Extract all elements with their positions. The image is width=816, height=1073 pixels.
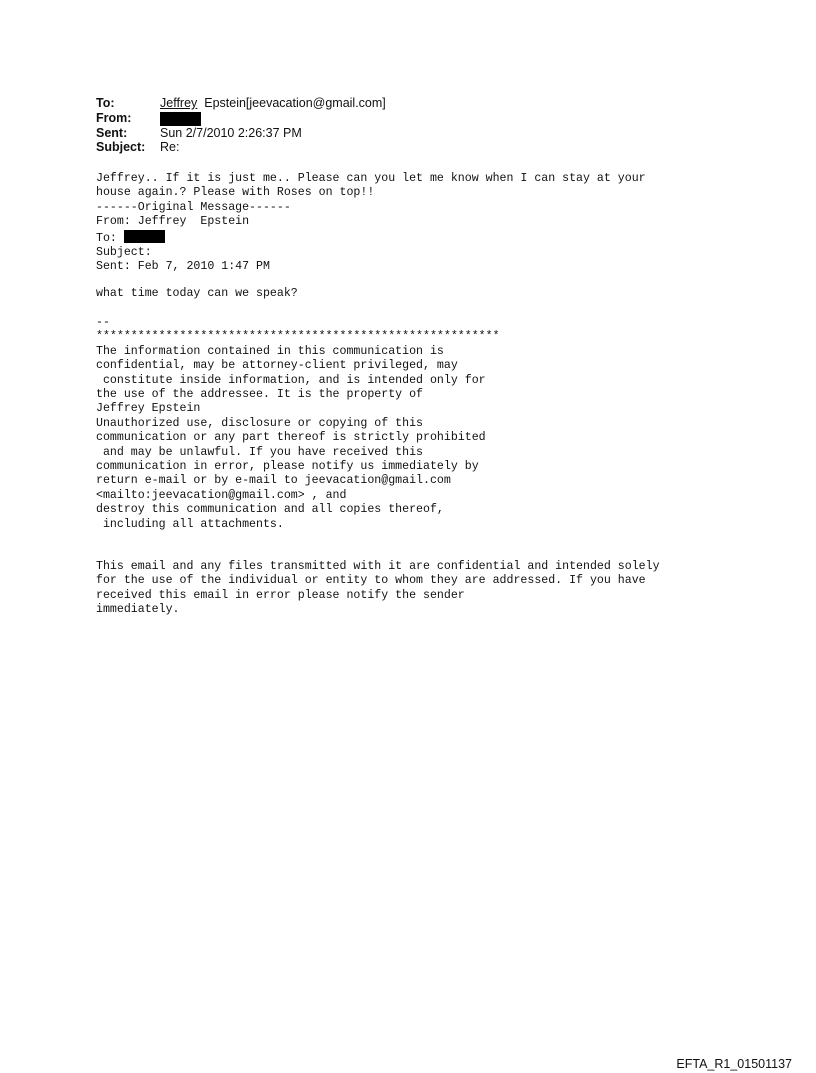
original-from: From: Jeffrey Epstein [96, 215, 250, 229]
original-subject: Subject: [96, 246, 152, 260]
disclaimer-line: Unauthorized use, disclosure or copying of this [96, 416, 423, 430]
disclaimer-line: The information contained in this communication is [96, 344, 444, 358]
disclaimer-line: constitute inside information, and is intended only for [96, 373, 486, 387]
disclaimer-line: <mailto:jeevacation@gmail.com> , and [96, 488, 347, 502]
confidentiality-line: for the use of the individual or entity to whom they are addressed. If you have [96, 574, 646, 588]
confidentiality-line: immediately. [96, 603, 180, 617]
original-question: what time today can we speak? [96, 287, 298, 300]
confidentiality-line: received this email in error please notify the sender [96, 588, 465, 602]
subject-value: Re: [160, 140, 180, 154]
reply-line: house again.? Please with Roses on top!! [96, 186, 375, 200]
disclaimer-line: Jeffrey Epstein [96, 402, 201, 416]
original-sent: Sent: Feb 7, 2010 1:47 PM [96, 260, 270, 274]
disclaimer-line: destroy this communication and all copies thereof, [96, 503, 444, 517]
to-value [160, 96, 386, 111]
stars-divider: ********************************************************** [96, 330, 500, 344]
header-sent-row [96, 126, 386, 141]
email-header [96, 96, 386, 155]
original-to-label: To: [96, 231, 124, 245]
sent-value: Sun 2/7/2010 2:26:37 PM [160, 125, 302, 140]
original-message-divider: ------Original Message------ [96, 200, 291, 214]
header-to-row [96, 96, 386, 111]
header-from-row [96, 111, 386, 126]
confidentiality-line: This email and any files transmitted with it are confidential and intended solely [96, 560, 660, 573]
disclaimer-line: return e-mail or by e-mail to jeevacation@gmail.com [96, 474, 451, 488]
document-id: EFTA_R1_01501137 [676, 1057, 792, 1071]
sent-label: Sent: [96, 125, 128, 140]
reply-block [96, 172, 646, 275]
to-label: To: [96, 96, 115, 110]
disclaimer-line: the use of the addressee. It is the property of [96, 388, 423, 402]
to-name-first: Jeffrey [160, 96, 198, 110]
disclaimer-line: communication or any part thereof is strictly prohibited [96, 431, 486, 445]
subject-label: Subject: [96, 140, 146, 154]
reply-line: Jeffrey.. If it is just me.. Please can you let me know when I can stay at your [96, 172, 646, 185]
disclaimer-block [96, 316, 500, 532]
header-subject-row [96, 140, 386, 155]
signature-dash: -- [96, 316, 110, 329]
original-to [96, 230, 646, 246]
from-redaction [160, 112, 201, 126]
disclaimer-line: confidential, may be attorney-client privileged, may [96, 359, 458, 373]
disclaimer-line: including all attachments. [96, 517, 284, 531]
original-to-redaction [124, 230, 165, 243]
to-name-rest: Epstein[jeevacation@gmail.com] [197, 96, 386, 110]
confidentiality-notice [96, 560, 660, 618]
disclaimer-line: communication in error, please notify us immediately by [96, 460, 479, 474]
disclaimer-line: and may be unlawful. If you have received this [96, 445, 423, 459]
from-label: From: [96, 110, 132, 125]
